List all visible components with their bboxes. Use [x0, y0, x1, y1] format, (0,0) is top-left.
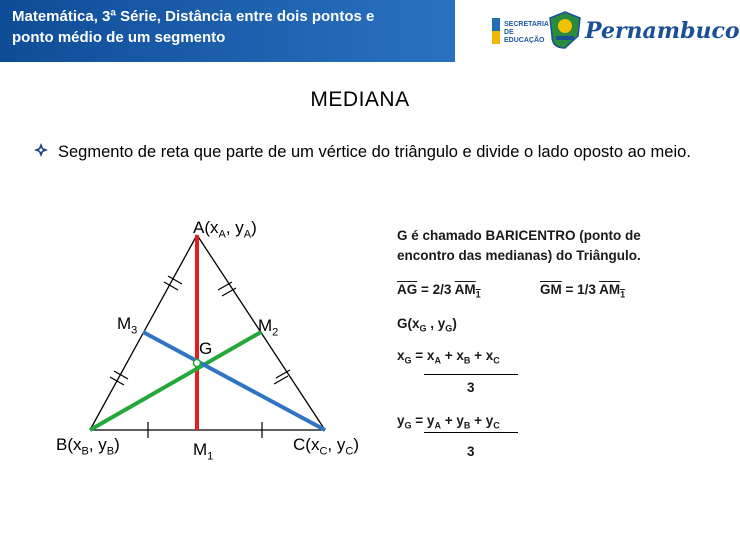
midpoint-m1-label: $M_1$: [193, 440, 214, 463]
baricentro-line1: G é chamado BARICENTRO (ponto de: [397, 228, 641, 243]
vertex-a-label: $A(x_A$, $y_A$): [193, 218, 257, 241]
ratio-gm: $\overline{GM} = 1/3$ $AM_1$: [540, 282, 626, 300]
secretaria-logo-line2: DE EDUCAÇÃO: [504, 29, 545, 44]
yg-fraction-line: [424, 432, 518, 433]
section-title: MEDIANA: [310, 88, 410, 111]
yg-formula-denominator: 3: [467, 444, 475, 459]
header-title-line2: ponto médio de um segmento: [12, 29, 226, 46]
vertex-b-label: $B(x_B$, $y_B$): [56, 435, 120, 458]
xg-formula-denominator: 3: [467, 380, 475, 395]
definition-text: Segmento de reta que parte de um vértice do triângulo e divide o lado oposto ao meio.: [58, 143, 691, 161]
xg-fraction-line: [424, 374, 518, 375]
yg-formula-numerator: $y_G = y_A + y_B + y_C$: [397, 413, 500, 431]
xg-formula-numerator: $x_G = x_A + x_B + x_C$: [397, 348, 500, 366]
secretaria-logo-line1: SECRETARIA: [504, 21, 549, 28]
ratio-ag: $\overline{AG} = 2/3$ $AM_1$: [397, 282, 481, 300]
vertex-c-label: $C(x_C$, $y_C$): [293, 435, 359, 458]
midpoint-m2-label: $M_2$: [258, 316, 279, 339]
header-title-line1: Matemática, 3ª Série, Distância entre dois pontos e: [12, 8, 375, 25]
centroid-label: G: [199, 339, 213, 358]
tick-marks-ac: [218, 282, 290, 384]
midpoint-m3-label: $M_3$: [117, 314, 138, 337]
centroid-point: [194, 360, 201, 367]
baricentro-line2: encontro das medianas) do Triângulo.: [397, 248, 641, 263]
centroid-coordinates: $G(x_G$ , $y_G$): [397, 316, 457, 334]
pernambuco-logo-word: Pernambuco: [585, 18, 740, 44]
